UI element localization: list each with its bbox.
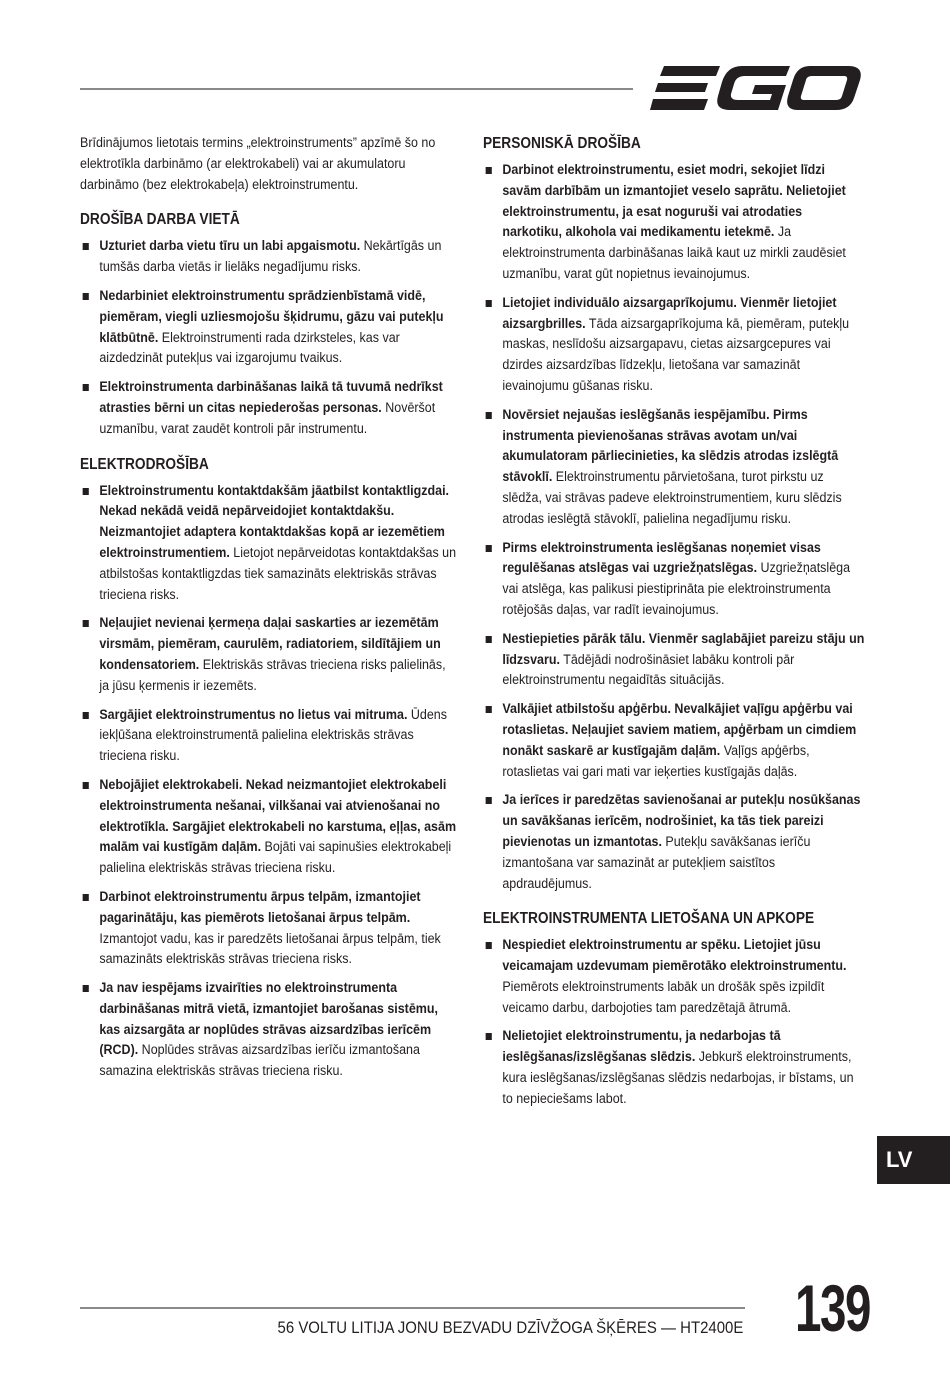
item-bold-text: Sargājiet elektroinstrumentus no lietus vai mitruma. xyxy=(99,706,408,723)
ego-logo xyxy=(650,64,862,112)
item-text: Putekļu savākšanas ierīču izmantošana var samazināt ar putekļiem saistītos apdraudējumus. xyxy=(502,833,811,892)
section-heading: DROŠĪBA DARBA VIETĀ xyxy=(80,211,240,229)
item-text: Elektroinstrumenti rada dzirksteles, kas var aizdedzināt putekļus vai izgarojumu tvaikus. xyxy=(99,329,400,367)
bullet-icon xyxy=(83,243,89,250)
section-work-area-safety xyxy=(80,209,458,439)
section-heading: ELEKTRODROŠĪBA xyxy=(80,455,209,473)
list-item xyxy=(483,160,865,285)
list-item xyxy=(80,286,458,369)
list-item xyxy=(483,790,865,894)
footer-title: 56 VOLTU LITIJA JONU BEZVADU DZĪVŽOGA ŠĶĒRES — HT2400E xyxy=(277,1318,743,1337)
bullet-icon xyxy=(486,300,492,307)
item-text: Elektroinstrumentu pārvietošana, turot pirkstu uz slēdža, vai strāvas padeve elektroinstrumentiem, kuru slēdzis atrodas ieslēgtā stāvoklī, palielina negadījumu risku. xyxy=(502,469,842,527)
item-bold-text: Nespiediet elektroinstrumentu ar spēku. Lietojiet jūsu veicamajam uzdevumam piemērotāko elektroinstrumentu. xyxy=(502,937,847,975)
list-item xyxy=(80,978,458,1082)
list-item xyxy=(80,705,458,767)
list-item xyxy=(483,629,865,691)
item-text: Jebkurš elektroinstruments, kura ieslēgšanas/izslēgšanas slēdzis nedarbojas, ir bīstams, un to nepieciešams labot. xyxy=(502,1049,854,1107)
logo-text: EGO xyxy=(650,64,653,65)
list-item xyxy=(483,1026,865,1109)
bullet-icon xyxy=(486,412,492,419)
section-personal-safety xyxy=(483,133,865,894)
bullet-icon xyxy=(83,782,89,789)
item-bold-text: Nelietojiet elektroinstrumentu, ja nedarbojas tā ieslēgšanas/izslēgšanas slēdzis. xyxy=(502,1028,781,1066)
item-bold-text: Valkājiet atbilstošu apģērbu. Nevalkājiet vaļīgu apģērbu vai rotaslietas. Neļaujiet saviem matiem, apģērbam un cimdiem nonākt saskarē ar kustīgajām daļām. xyxy=(502,701,857,759)
item-bold-text: Nestiepieties pārāk tālu. Vienmēr saglabājiet pareizu stāju un līdzsvaru. xyxy=(502,630,865,668)
list-item xyxy=(80,236,458,278)
bullet-icon xyxy=(83,985,89,992)
list-item xyxy=(80,613,458,696)
bullet-icon xyxy=(83,488,89,495)
logo-e-bottom-bar xyxy=(650,99,708,110)
bullet-icon xyxy=(486,797,492,804)
bullet-icon xyxy=(83,894,89,901)
section-electrical-safety xyxy=(80,454,458,1083)
bullet-icon xyxy=(83,620,89,627)
item-text: Noplūdes strāvas aizsardzības ierīču izmantošana samazina elektriskās strāvas trieciena risku. xyxy=(99,1042,420,1080)
list-item xyxy=(483,935,865,1018)
bullet-icon xyxy=(83,712,89,719)
list-item xyxy=(80,887,458,970)
bullet-list xyxy=(80,481,458,1083)
item-bold-text: Darbinot elektroinstrumentu ārpus telpām, izmantojiet pagarinātāju, kas piemērots lietošanai ārpus telpām. xyxy=(99,888,421,926)
item-bold-text: Darbinot elektroinstrumentu, esiet modri, sekojiet līdzi savām darbībām un izmantojiet veselo saprātu. Nelietojiet elektroinstrumentu, ja esat noguruši vai atrodaties narkotiku, alkohola vai medikamentu ietekmē. xyxy=(502,162,846,241)
item-bold-text: Nebojājiet elektrokabeli. Nekad neizmantojiet elektrokabeli elektroinstrumenta nešanai, vilkšanai vai atvienošanai no elektrotīkla. Sargājiet elektrokabeli no karstuma, eļļas, asām malām vai kustīgām daļām. xyxy=(99,776,457,856)
logo-e-middle-bar xyxy=(655,83,708,92)
item-bold-text: Neļaujiet nevienai ķermeņa daļai saskarties ar iezemētām virsmām, piemēram, caurulēm, radiatoriem, sildītājiem un kondensatoriem. xyxy=(99,615,441,673)
item-bold-text: Elektroinstrumenta darbināšanas laikā tā tuvumā nedrīkst atrasties bērni un citas nepiederošas personas. xyxy=(99,379,443,416)
list-item xyxy=(483,699,865,782)
item-bold-text: Uzturiet darba vietu tīru un labi apgaismotu. xyxy=(99,238,361,255)
page-number: 139 xyxy=(795,1271,870,1345)
item-text: Piemērots elektroinstruments labāk un drošāk spēs izpildīt veicamo darbu, darbojoties tam paredzētajā ātrumā. xyxy=(502,978,825,1016)
section-tool-use-and-care xyxy=(483,908,865,1109)
item-text: Izmantojot vadu, kas ir paredzēts lietošanai ārpus telpām, tiek samazināts elektriskās strāvas trieciena risks. xyxy=(99,930,441,968)
list-item xyxy=(483,293,865,397)
intro-paragraph: Brīdinājumos lietotais termins „elektroinstruments” apzīmē šo no elektrotīkla darbināmo (ar elektrokabeli) vai ar akumulatoru darbināmo (bez elektrokabeļa) elektroinstrumentu. xyxy=(80,135,436,193)
item-text: Tāda aizsargaprīkojuma kā, piemēram, putekļu maskas, neslīdošu aizsargapavu, cietas aizsargcepures vai dzirdes aizsardzības līdzekļu, lietošana var samazināt ievainojumu gūšanas risku. xyxy=(502,315,850,394)
item-text: Bojāti vai sapinušies elektrokabeļi palielina elektriskās strāvas trieciena risku. xyxy=(99,839,452,877)
bullet-icon xyxy=(83,384,89,391)
item-bold-text: Ja nav iespējams izvairīties no elektroinstrumenta darbināšanas mitrā vietā, izmantojiet barošanas sistēmu, kas aizsargāta ar noplūdes strāvas aizsardzības ierīcēm (RCD). xyxy=(99,980,438,1059)
bullet-icon xyxy=(486,167,492,174)
bullet-icon xyxy=(486,636,492,643)
item-bold-text: Novērsiet nejaušas ieslēgšanās iespējamību. Pirms instrumenta pievienošanas strāvas avotam un/vai akumulatoram pārliecinieties, ka slēdzis atrodas izslēgtā stāvoklī. xyxy=(502,406,839,486)
language-tab: LV xyxy=(877,1136,950,1184)
list-item xyxy=(483,405,865,530)
item-text: Ūdens iekļūšana elektroinstrumentā palielina elektriskās strāvas trieciena risku. xyxy=(99,706,447,765)
bullet-list xyxy=(80,236,458,439)
left-column xyxy=(80,133,458,1096)
footer-rule xyxy=(80,1307,745,1309)
bullet-icon xyxy=(83,293,89,300)
list-item xyxy=(483,538,865,621)
item-text: Uzgriežņatslēga vai atslēga, kas palikusi piestiprināta pie elektroinstrumenta rotējošās daļas, var radīt ievainojumus. xyxy=(502,560,851,618)
header-rule xyxy=(80,88,633,90)
item-text: Elektriskās strāvas trieciena risks palielinās, ja jūsu ķermenis ir iezemēts. xyxy=(99,656,446,694)
bullet-list xyxy=(483,935,865,1109)
item-text: Lietojot nepārveidotas kontaktdakšas un atbilstošas kontaktligzdas tiek samazināts elektriskās strāvas trieciena risks. xyxy=(99,544,457,603)
item-bold-text: Pirms elektroinstrumenta ieslēgšanas noņemiet visas regulēšanas atslēgas vai uzgriežņatslēgas. xyxy=(502,539,821,577)
item-bold-text: Nedarbiniet elektroinstrumentu sprādzienbīstamā vidē, piemēram, viegli uzliesmojošu šķidrumu, gāzu vai putekļu klātbūtnē. xyxy=(99,287,444,346)
right-column xyxy=(483,133,865,1124)
item-bold-text: Lietojiet individuālo aizsargaprīkojumu. Vienmēr lietojiet aizsargbrilles. xyxy=(502,294,837,332)
bullet-icon xyxy=(486,706,492,713)
item-bold-text: Elektroinstrumentu kontaktdakšām jāatbilst kontaktligzdai. Nekad nekādā veidā nepārveidojiet kontaktdakšu. Neizmantojiet adaptera kontaktdakšas kopā ar iezemētiem elektroinstrumentiem. xyxy=(99,482,450,561)
list-item xyxy=(80,481,458,606)
list-item xyxy=(80,377,458,439)
list-item xyxy=(80,775,458,879)
item-text: Nekārtīgās un tumšās darba vietās ir lielāks negadījumu risks. xyxy=(99,238,442,276)
bullet-icon xyxy=(486,545,492,552)
item-text: Ja elektroinstrumenta darbināšanas laikā kaut uz mirkli zaudēsiet uzmanību, varat gūt nopietnus ievainojumus. xyxy=(502,224,846,282)
item-text: Novēršot uzmanību, varat zaudēt kontroli pār instrumentu. xyxy=(99,399,436,437)
bullet-icon xyxy=(486,1033,492,1040)
item-text: Vaļīgs apģērbs, rotaslietas vai gari mati var ieķerties kustīgajās daļās. xyxy=(502,742,810,780)
section-heading: PERSONISKĀ DROŠĪBA xyxy=(483,135,641,152)
logo-o xyxy=(787,66,861,110)
item-text: Tādējādi nodrošināsiet labāku kontroli pār elektroinstrumentu negaidītās situācijās. xyxy=(502,651,795,689)
section-heading: ELEKTROINSTRUMENTA LIETOŠANA UN APKOPE xyxy=(483,910,815,928)
bullet-icon xyxy=(486,942,492,949)
logo-g xyxy=(717,66,790,110)
bullet-list xyxy=(483,160,865,894)
item-bold-text: Ja ierīces ir paredzētas savienošanai ar putekļu nosūkšanas un savākšanas ierīcēm, nodrošiniet, ka tās tiek pareizi pievienotas un izmantotas. xyxy=(502,792,861,850)
logo-e-top-bar xyxy=(660,66,720,76)
